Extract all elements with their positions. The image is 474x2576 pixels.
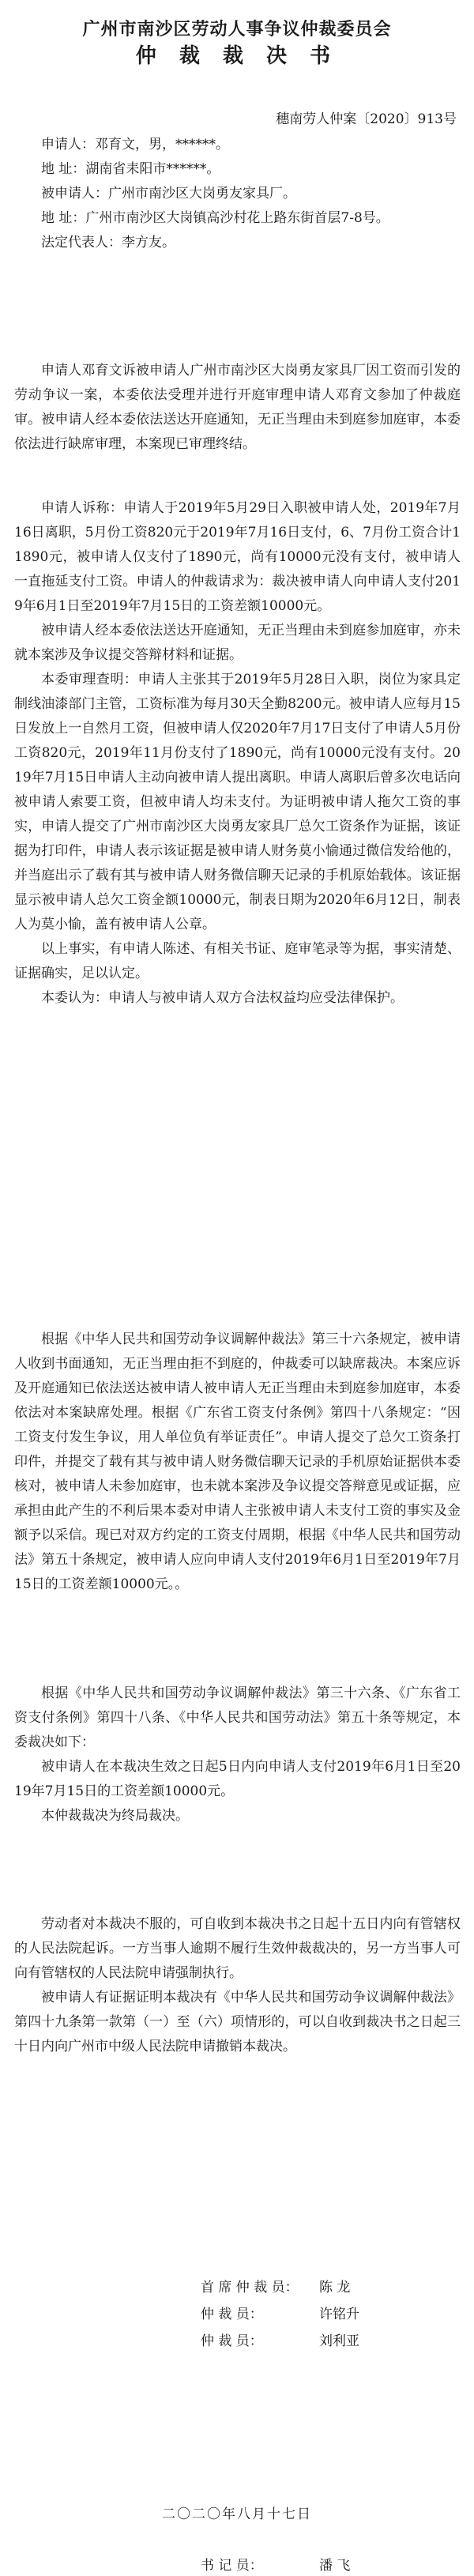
appeal-rights-section: [14, 1912, 461, 2059]
applicant-address-line: 地 址：湖南省耒阳市******。: [41, 161, 220, 177]
committee-opinion-paragraph: 本委认为：申请人与被申请人双方合法权益均应受法律保护。: [41, 990, 404, 1006]
finality-paragraph: 本仲裁裁决为终局裁决。: [41, 1808, 189, 1824]
signature-block: [201, 2274, 390, 2355]
chief-arbitrator-line: [201, 2274, 390, 2301]
chief-arbitrator-name: 陈 龙: [319, 2280, 351, 2295]
legal-reasoning-paragraph: 根据《中华人民共和国劳动争议调解仲裁法》第三十六条规定，被申请人收到书面通知，无正当理由拒不到庭的，仲裁委可以缺席裁决。本案应诉及开庭通知已依法送达被申请人被申请人无正当理由未到庭参加庭审，本委依法对本案缺席处理。根据《广东省工资支付条例》第四十八条规定：“因工资支付发生争议，用人单位负有举证责任”。申请人提交了总欠工资条打印件，并提交了载有其与被申请人财务微信聊天记录的手机原始证据供本委核对，被申请人未参加庭审，也未就本案涉及争议提交答辩意见或证据，应承担由此产生的不利后果本委对申请人主张被申请人未支付工资的事实及金额予以采信。现已对双方约定的工资支付周期，根据《中华人民共和国劳动法》第五十条规定，被申请人应向申请人支付2019年6月1日至2019年7月15日的工资差额10000元。。: [14, 1331, 461, 1592]
employer-revocation-paragraph: 被申请人有证据证明本裁决有《中华人民共和国劳动争议调解仲裁法》第四十九条第一款第（一）至（六）项情形的，可以自收到裁决书之日起三十日内向广州市中级人民法院申请撤销本裁决。: [14, 1990, 461, 2054]
evidence-summary-paragraph: 以上事实，有申请人陈述、有相关书证、庭审笔录等为据，事实清楚、证据确实，足以认定。: [14, 941, 461, 981]
arbitrator-line: [201, 2301, 390, 2328]
committee-name: 广州市南沙区劳动人事争议仲裁委员会: [82, 20, 392, 40]
arbitrator-role: 仲 裁 员：: [201, 2307, 263, 2322]
ruling-basis-paragraph: 根据《中华人民共和国劳动争议调解仲裁法》第三十六条、《广东省工资支付条例》第四十八条、《中华人民共和国劳动法》第五十条等规定，本委裁决如下：: [14, 1685, 461, 1750]
arbitrator-name: 许铭升: [319, 2307, 359, 2322]
applicant-claim-paragraph: 申请人诉称：申请人于2019年5月29日入职被申请人处，2019年7月16日离职，5月份工资820元于2019年7月16日支付，6、7月份工资合计11890元，被申请人仅支付了1890元，尚有10000元没有支付，被申请人一直拖延支付工资。申请人的仲裁请求为：裁决被申请人向申请人支付2019年6月1日至2019年7月15日的工资差额10000元。: [14, 500, 461, 614]
document-type-title: 仲 裁 裁 决 书: [135, 44, 339, 68]
parties-section: [14, 133, 461, 255]
respondent-line: 被申请人：广州市南沙区大岗勇友家具厂。: [41, 186, 296, 201]
clerk-role: 书 记 员：: [201, 2558, 263, 2574]
facts-section: [14, 496, 461, 1011]
reasoning-section: [14, 1328, 461, 1597]
ruling-item-paragraph: 被申请人在本裁决生效之日起5日内向申请人支付2019年6月1日至2019年7月15日的工资差额10000元。: [14, 1759, 461, 1799]
arbitrator-role: 仲 裁 员：: [201, 2333, 263, 2349]
ruling-section: [14, 1682, 461, 1828]
legal-representative-line: 法定代表人：李方友。: [41, 235, 175, 250]
arbitrator-line: [201, 2328, 390, 2355]
findings-paragraph: 本委审理查明：申请人主张其于2019年5月28日入职，岗位为家具定制线油漆部门主管，工资标准为每月30天全勤8200元。被申请人应每月15日发放上一自然月工资，但被申请人仅2020年7月17日支付了申请人5月份工资820元，2019年11月份支付了1890元，尚有10000元没有支付。2019年7月15日申请人主动向被申请人提出离职。申请人离职后曾多次电话向被申请人索要工资，但被申请人均未支付。为证明被申请人拖欠工资的事实，申请人提交了广州市南沙区大岗勇友家具厂总欠工资条作为证据，该证据为打印件，申请人表示该证据是被申请人财务莫小愉通过微信发给他的，并当庭出示了载有其与被申请人财务微信聊天记录的手机原始载体。该证据显示被申请人总欠工资金额10000元，制表日期为2020年6月12日，制表人为莫小愉，盖有被申请人公章。: [14, 672, 461, 932]
case-intro-section: [14, 359, 461, 457]
clerk-line: [201, 2554, 350, 2574]
respondent-address-line: 地 址：广州市南沙区大岗镇高沙村花上路东街首层7-8号。: [41, 210, 389, 226]
intro-paragraph: 申请人邓育文诉被申请人广州市南沙区大岗勇友家具厂因工资而引发的劳动争议一案，本委依法受理并进行开庭审理申请人邓育文参加了仲裁庭审。被申请人经本委依法送达开庭通知，无正当理由未到庭参加庭审，本委依法进行缺席审理，本案现已审理终结。: [14, 363, 461, 452]
ruling-date: 二〇二〇年八月十七日: [162, 2506, 312, 2522]
applicant-line: 申请人：邓育文，男，******。: [41, 137, 229, 153]
case-number: 穗南劳人仲案〔2020〕913号: [276, 111, 457, 127]
chief-arbitrator-role: 首 席 仲 裁 员：: [201, 2280, 299, 2295]
worker-appeal-paragraph: 劳动者对本裁决不服的，可自收到本裁决书之日起十五日内向有管辖权的人民法院起诉。一方当事人逾期不履行生效仲裁裁决的，另一方当事人可向有管辖权的人民法院申请强制执行。: [14, 1916, 461, 1981]
respondent-absence-paragraph: 被申请人经本委依法送达开庭通知，无正当理由未到庭参加庭审，亦未就本案涉及争议提交答辩材料和证据。: [14, 623, 461, 663]
arbitrator-name: 刘利亚: [319, 2333, 359, 2349]
clerk-name: 潘 飞: [319, 2558, 351, 2574]
